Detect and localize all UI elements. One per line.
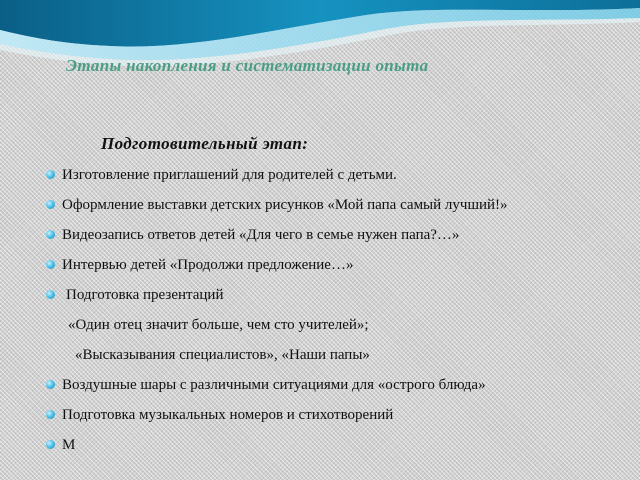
list-item-text: Видеозапись ответов детей «Для чего в семье нужен папа?…» (62, 227, 460, 243)
list-item-text: Воздушные шары с различными ситуациями для «острого блюда» (62, 377, 486, 393)
list-item-text: «Один отец значит больше, чем сто учителей»; (68, 317, 369, 333)
list-item-text: «Высказывания специалистов», «Наши папы» (75, 347, 370, 363)
list-item-text: Подготовка музыкальных номеров и стихотворений (62, 407, 394, 423)
bullet-icon (46, 290, 55, 299)
list-item-text: Интервью детей «Продолжи предложение…» (62, 257, 354, 273)
header-wave-decoration (0, 0, 640, 110)
bullet-icon (46, 260, 55, 269)
slide-subtitle: Подготовительный этап: (101, 134, 309, 153)
list-item-text: Изготовление приглашений для родителей с детьми. (62, 167, 397, 183)
bullet-icon (46, 410, 55, 419)
slide-title: Этапы накопления и систематизации опыта (66, 56, 429, 75)
list-item-text: Оформление выставки детских рисунков «Мой папа самый лучший!» (62, 197, 508, 213)
bullet-icon (46, 380, 55, 389)
list-item-text: М (62, 437, 76, 453)
bullet-icon (46, 170, 55, 179)
bullet-icon (46, 440, 55, 449)
bullet-icon (46, 200, 55, 209)
list-item-text: Подготовка презентаций (66, 287, 224, 303)
bullet-icon (46, 230, 55, 239)
